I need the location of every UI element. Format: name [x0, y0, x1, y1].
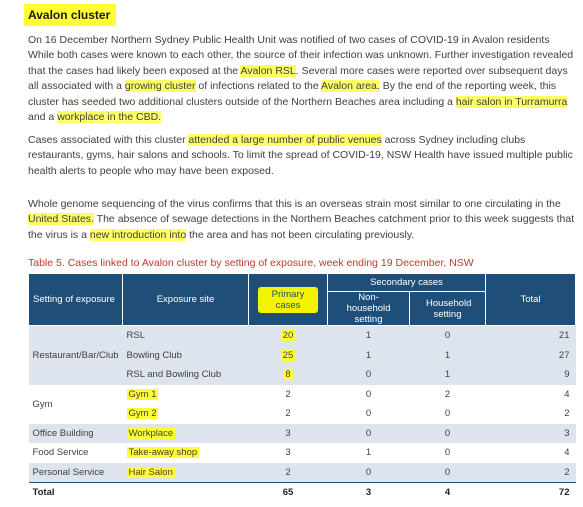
- paragraph-line: [28, 33, 583, 48]
- text-run: all associated with a: [28, 80, 125, 93]
- site-cell: [123, 443, 249, 463]
- total-cell: [486, 463, 576, 483]
- paragraph-line: [28, 64, 583, 79]
- primary-cell: [249, 385, 328, 405]
- total-cell-value: 4: [564, 388, 570, 400]
- non-household-cell-value: 1: [365, 349, 372, 361]
- paragraph-3: [28, 197, 583, 243]
- table-row: [29, 463, 576, 483]
- highlighted-text: Avalon area.: [321, 80, 380, 93]
- total-cell-value: 21: [558, 330, 570, 342]
- header-setting: Setting of exposure: [29, 274, 123, 326]
- paragraph-line: [28, 48, 583, 63]
- highlighted-text: Avalon RSL: [240, 64, 296, 77]
- paragraph-line: [28, 95, 583, 110]
- primary-cell-value: 8: [285, 369, 291, 381]
- household-cell: [410, 365, 486, 385]
- primary-cell: [249, 365, 328, 385]
- non-household-cell-value: 0: [365, 388, 372, 400]
- primary-cell: [249, 463, 328, 483]
- non-household-cell: [328, 463, 410, 483]
- site-cell: [123, 346, 249, 366]
- non-household-cell-value: 0: [365, 466, 372, 478]
- total-label: Total: [29, 483, 249, 502]
- header-household: Household setting: [410, 292, 486, 326]
- table-row: [29, 424, 576, 444]
- primary-cell: [249, 326, 328, 346]
- site-cell: [123, 385, 249, 405]
- non-household-cell-value: 0: [365, 408, 372, 420]
- total-non-household: 3: [328, 483, 410, 502]
- paragraph-line: [28, 79, 583, 94]
- primary-cell-value: 25: [282, 349, 294, 361]
- header-non-household: Non-household setting: [328, 292, 410, 326]
- setting-cell: Personal Service: [29, 463, 123, 483]
- non-household-cell: [328, 326, 410, 346]
- household-cell-value: 0: [444, 447, 451, 459]
- household-cell-value: 0: [444, 408, 451, 420]
- table-total-row: [29, 483, 576, 502]
- household-cell: [410, 346, 486, 366]
- text-run: By the end of the reporting week, this: [379, 80, 557, 93]
- table-row: [29, 326, 576, 346]
- total-cell: [486, 326, 576, 346]
- total-cell-value: 4: [564, 447, 570, 459]
- non-household-cell: [328, 404, 410, 424]
- household-cell: [410, 385, 486, 405]
- text-run: Whole genome sequencing of the virus confirms that this is an overseas strain most similar to one circulating in the: [28, 198, 561, 210]
- primary-cell: [249, 424, 328, 444]
- primary-cell: [249, 346, 328, 366]
- total-cell: [486, 385, 576, 405]
- non-household-cell: [328, 443, 410, 463]
- household-cell-value: 0: [444, 427, 451, 439]
- setting-cell: Restaurant/Bar/Club: [29, 326, 123, 385]
- site-cell-value: RSL: [126, 330, 145, 342]
- paragraph-line: [28, 133, 583, 148]
- site-cell: [123, 424, 249, 444]
- cases-table: [28, 273, 576, 501]
- text-run: On 16 December Northern Sydney Public Health Unit was notified of two cases of COVID-19 in Avalon residents: [28, 34, 550, 46]
- household-cell-value: 1: [444, 369, 451, 381]
- non-household-cell: [328, 365, 410, 385]
- total-cell: [486, 404, 576, 424]
- paragraph-line: [28, 197, 583, 212]
- household-cell: [410, 404, 486, 424]
- non-household-cell: [328, 424, 410, 444]
- header-primary-label: Primary cases: [258, 287, 318, 313]
- primary-cell-value: 3: [285, 447, 291, 459]
- total-cell-value: 2: [564, 408, 570, 420]
- primary-cell-value: 20: [282, 330, 294, 342]
- text-run: . Several more cases were reported over subsequent days: [295, 64, 568, 77]
- site-cell-value: Workplace: [128, 427, 174, 439]
- text-run: restaurants, gyms, hair salons and schools. To limit the spread of COVID-19, NSW Health have issued multiple public: [28, 149, 573, 162]
- header-primary: [249, 274, 328, 326]
- text-run: health alerts to people who may have been exposed.: [28, 164, 274, 177]
- non-household-cell: [328, 385, 410, 405]
- paragraph-line: [28, 148, 583, 163]
- total-cell-value: 27: [558, 349, 570, 361]
- highlighted-text: new introduction into: [89, 228, 187, 241]
- setting-cell: Office Building: [29, 424, 123, 444]
- header-secondary: Secondary cases: [328, 274, 486, 292]
- non-household-cell: [328, 346, 410, 366]
- site-cell: [123, 463, 249, 483]
- text-run: the virus is a: [28, 228, 90, 241]
- paragraph-2: [28, 133, 583, 179]
- site-cell-value: Gym 1: [128, 388, 157, 400]
- table-body: [29, 326, 576, 502]
- household-cell-value: 0: [444, 330, 451, 342]
- total-cell-value: 2: [564, 466, 570, 478]
- paragraph-line: [28, 212, 583, 227]
- highlighted-text: United States.: [28, 213, 94, 226]
- household-cell: [410, 424, 486, 444]
- header-site: Exposure site: [123, 274, 249, 326]
- total-cell: [486, 443, 576, 463]
- text-run: The absence of sewage detections in the Northern Beaches catchment prior to this week suggests that: [93, 213, 575, 226]
- non-household-cell-value: 1: [365, 330, 372, 342]
- primary-cell-value: 2: [285, 466, 291, 478]
- table-row: [29, 443, 576, 463]
- header-total: Total: [486, 274, 576, 326]
- site-cell-value: RSL and Bowling Club: [126, 369, 222, 381]
- total-cell-value: 3: [564, 427, 570, 439]
- primary-cell-value: 2: [285, 408, 291, 420]
- site-cell-value: Take-away shop: [128, 447, 198, 459]
- paragraph-1: [28, 33, 583, 125]
- primary-cell-value: 3: [285, 427, 291, 439]
- paragraph-line: [28, 110, 583, 125]
- site-cell-value: Hair Salon: [128, 466, 173, 478]
- table-caption: Table 5. Cases linked to Avalon cluster by setting of exposure, week ending 19 December, NSW: [28, 257, 474, 269]
- total-total: 72: [486, 483, 576, 502]
- total-cell: [486, 424, 576, 444]
- non-household-cell-value: 0: [365, 369, 372, 381]
- site-cell-value: Gym 2: [128, 408, 157, 420]
- non-household-cell-value: 1: [365, 447, 372, 459]
- highlighted-text: workplace in the CBD.: [57, 110, 162, 123]
- total-cell: [486, 346, 576, 366]
- paragraph-line: [28, 228, 583, 243]
- text-run: Cases associated with this cluster: [28, 134, 189, 146]
- household-cell: [410, 443, 486, 463]
- site-cell: [123, 326, 249, 346]
- site-cell: [123, 365, 249, 385]
- primary-cell: [249, 443, 328, 463]
- highlighted-text: growing cluster: [124, 80, 196, 93]
- highlighted-text: attended a large number of public venues: [188, 134, 382, 146]
- text-run: across Sydney including clubs: [381, 134, 526, 146]
- text-run: cluster has seeded two additional clusters outside of the Northern Beaches area including a: [28, 95, 456, 108]
- total-cell: [486, 365, 576, 385]
- household-cell-value: 1: [444, 349, 451, 361]
- table-row: [29, 385, 576, 405]
- household-cell: [410, 463, 486, 483]
- text-run: and a: [28, 110, 58, 123]
- household-cell-value: 2: [444, 388, 451, 400]
- total-cell-value: 9: [564, 369, 570, 381]
- text-run: that the cases had likely been exposed at the: [28, 64, 241, 77]
- text-run: While both cases were known to each other, the source of their infection was unknown. Further investigation revealed: [28, 49, 574, 62]
- household-cell-value: 0: [444, 466, 451, 478]
- total-primary: 65: [249, 483, 328, 502]
- setting-cell: Food Service: [29, 443, 123, 463]
- text-run: the area and has not been circulating previously.: [186, 228, 415, 241]
- paragraph-line: [28, 164, 583, 179]
- text-run: of infections related to the: [195, 80, 322, 93]
- section-title: Avalon cluster: [24, 4, 116, 26]
- primary-cell: [249, 404, 328, 424]
- total-household: 4: [410, 483, 486, 502]
- setting-cell: Gym: [29, 385, 123, 424]
- site-cell-value: Bowling Club: [126, 349, 182, 361]
- primary-cell-value: 2: [285, 388, 291, 400]
- non-household-cell-value: 0: [365, 427, 372, 439]
- highlighted-text: hair salon in Turramurra: [455, 95, 568, 108]
- household-cell: [410, 326, 486, 346]
- site-cell: [123, 404, 249, 424]
